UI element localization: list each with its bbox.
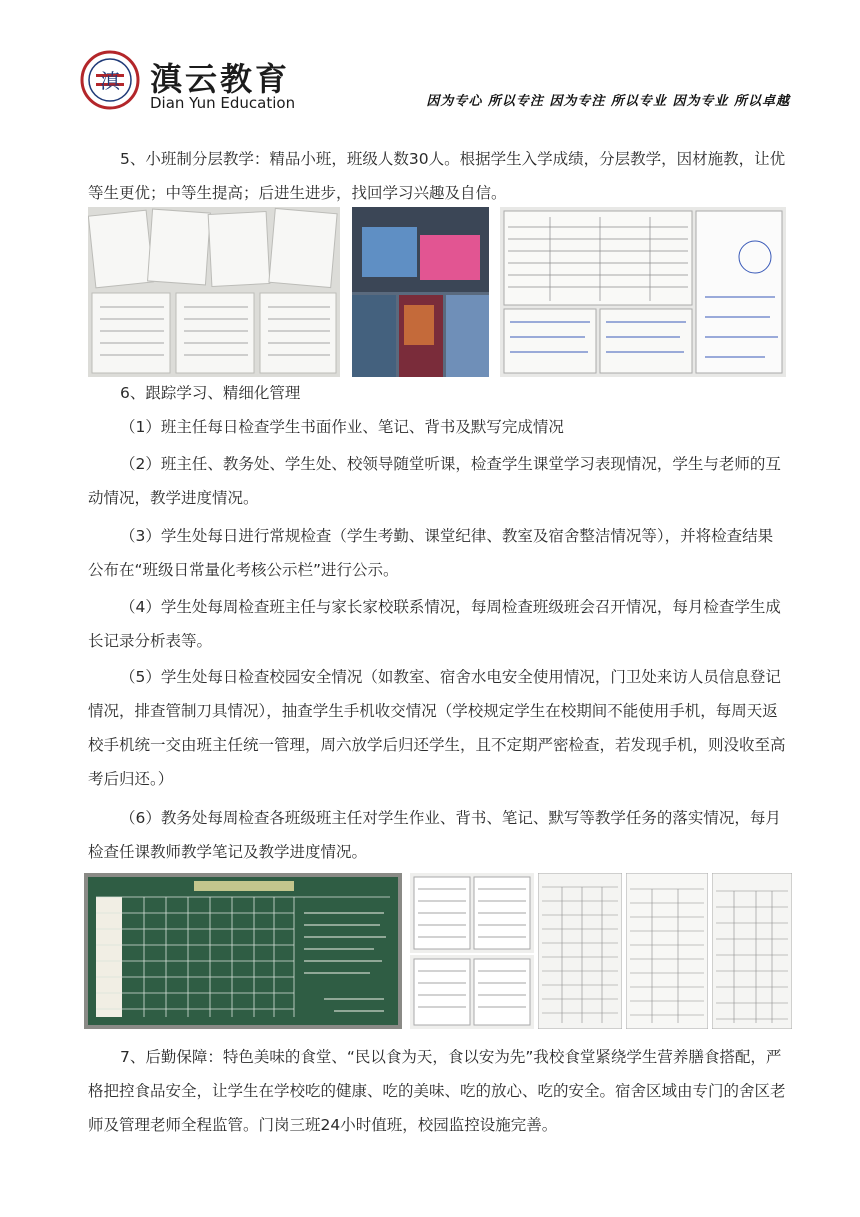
section-5-text: 5、小班制分层教学：精品小班，班级人数30人。根据学生入学成绩，分层教学，因材施教，让优等生更优；中等生提高；后进生进步，找回学习兴趣及自信。 xyxy=(88,150,786,202)
section-6-item-1: （1）班主任每日检查学生书面作业、笔记、背书及默写完成情况 xyxy=(120,418,564,436)
section-6-item-6: （6）教务处每周检查各班级班主任对学生作业、背书、笔记、默写等教学任务的落实情况，每月检查任课教师教学笔记及教学进度情况。 xyxy=(88,809,781,861)
section-6-item-3: （3）学生处每日进行常规检查（学生考勤、课堂纪律、教室及宿舍整洁情况等），并将检查结果公布在“班级日常量化考核公示栏”进行公示。 xyxy=(88,527,774,579)
brand-name-en: Dian Yun Education xyxy=(150,94,296,112)
section-6-item-2: （2）班主任、教务处、学生处、校领导随堂听课，检查学生课堂学习表现情况，学生与老师的互动情况，教学进度情况。 xyxy=(88,455,781,507)
svg-text:滇: 滇 xyxy=(100,69,120,93)
section-6-item-5: （5）学生处每日检查校园安全情况（如教室、宿舍水电安全使用情况，门卫处来访人员信息登记情况，排查管制刀具情况），抽查学生手机收交情况（学校规定学生在校期间不能使用手机，每周天返校手机统一交由班主任统一管理，周六放学后归还学生，且不定期严密检查，若发现手机，则没收至高考后归还。） xyxy=(88,668,786,788)
checklist-photo-1 xyxy=(410,873,534,953)
section-7-text: 7、后勤保障：特色美味的食堂、“民以食为天，食以安为先”我校食堂紧绕学生营养膳食搭配，严格把控食品安全，让学生在学校吃的健康、吃的美味、吃的放心、吃的安全。宿舍区域由专门的舍区老师及管理老师全程监管。门岗三班24小时值班，校园监控设施完善。 xyxy=(88,1048,786,1134)
attendance-sheet-photo xyxy=(538,873,622,1029)
brand-name-cn: 滇云教育 xyxy=(150,60,291,98)
school-logo-icon xyxy=(80,50,140,110)
slogan: 因为专心 所以专注 因为专注 所以专业 因为专业 所以卓越 xyxy=(426,94,790,109)
notebooks-photo xyxy=(352,207,489,377)
checklist-photo-2 xyxy=(410,955,534,1029)
section-6-item-4: （4）学生处每周检查班主任与家长家校联系情况，每周检查班级班会召开情况，每月检查学生成长记录分析表等。 xyxy=(88,598,781,650)
progress-record-photo xyxy=(712,873,792,1029)
homework-papers-photo xyxy=(88,207,340,377)
page-header xyxy=(80,50,800,120)
teaching-log-photo xyxy=(626,873,708,1029)
study-records-photo xyxy=(500,207,786,377)
class-scoreboard-photo xyxy=(84,873,402,1029)
section-6-title: 6、跟踪学习、精细化管理 xyxy=(120,384,301,402)
